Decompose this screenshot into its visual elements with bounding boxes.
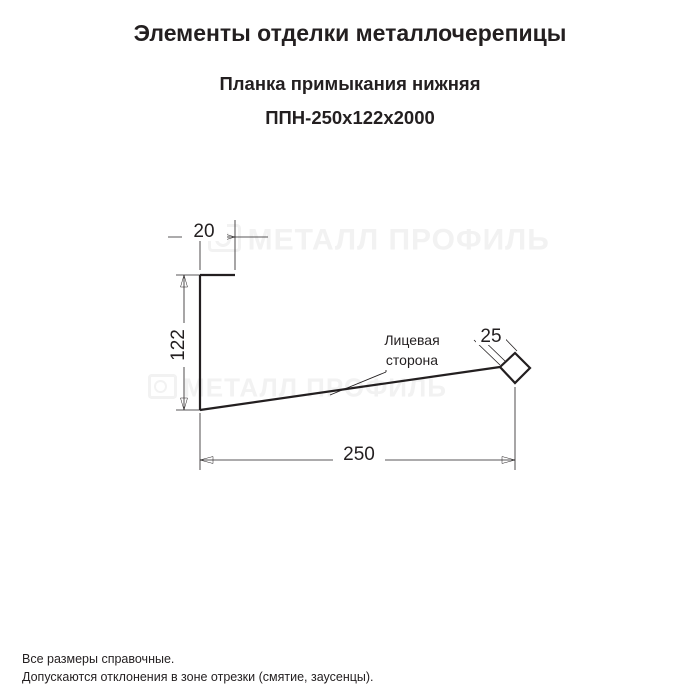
- dimension-total-width: [200, 387, 515, 470]
- watermark-text: МЕТАЛЛ ПРОФИЛЬ: [183, 372, 447, 403]
- footer-note: [22, 650, 374, 686]
- footer-note-line-1: Все размеры справочные.: [22, 652, 175, 666]
- annotation-line-1: Лицевая: [384, 332, 440, 348]
- product-code: ППН-250х122х2000: [265, 107, 435, 128]
- annotation-face-side: [330, 332, 440, 395]
- dimension-label-25: 25: [480, 326, 502, 347]
- dimension-right-flange: [474, 323, 517, 365]
- technical-drawing: [0, 175, 700, 535]
- dimension-top-width: [168, 219, 268, 270]
- dimension-label-20: 20: [193, 221, 215, 242]
- dimension-label-250: 250: [343, 444, 375, 465]
- title-block: [0, 20, 700, 129]
- page-title: Элементы отделки металлочерепицы: [133, 20, 567, 46]
- product-name: Планка примыкания нижняя: [219, 73, 481, 94]
- watermark-text: МЕТАЛЛ ПРОФИЛЬ: [247, 223, 550, 257]
- dimension-label-122: 122: [168, 329, 189, 361]
- footer-note-line-2: Допускаются отклонения в зоне отрезки (смятие, заусенцы).: [22, 670, 374, 684]
- annotation-line-2: сторона: [385, 352, 439, 368]
